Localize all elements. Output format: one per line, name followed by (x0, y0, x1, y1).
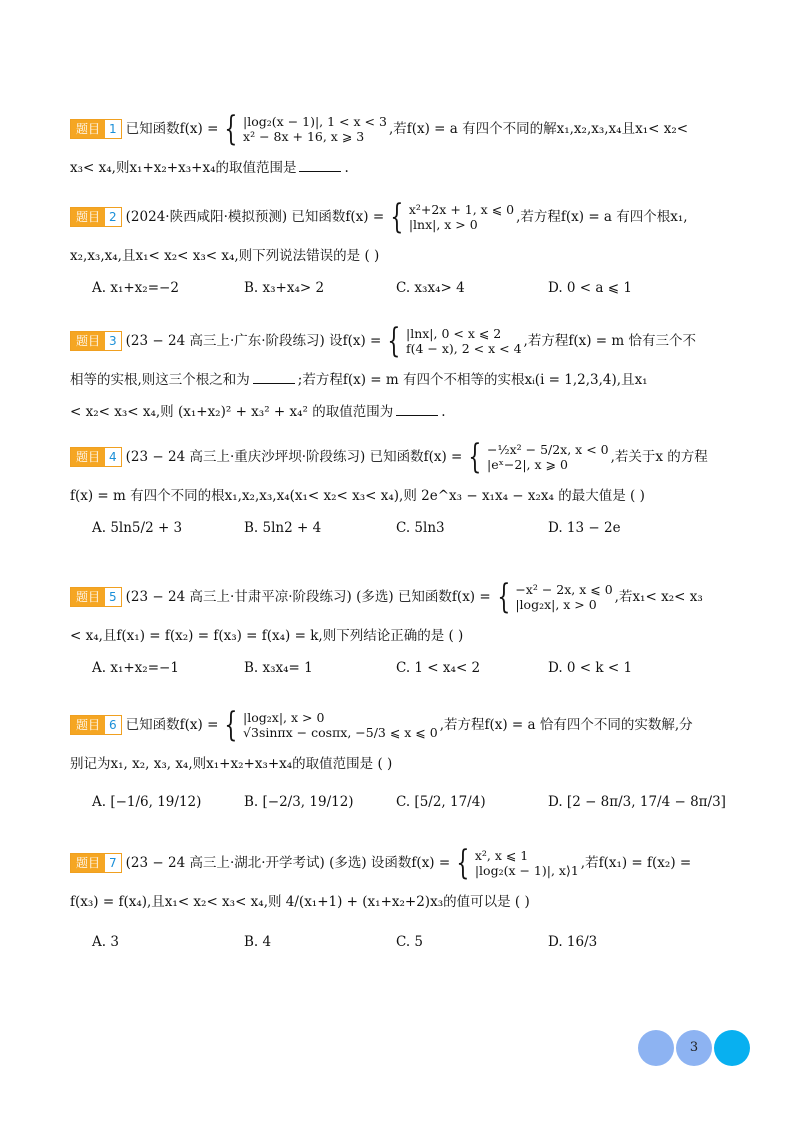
piecewise-function: { |lnx|, 0 < x ⩽ 2 f(4 − x), 2 < x < 4 (387, 321, 522, 361)
page-number-badge (638, 1030, 750, 1066)
option-d[interactable]: D. 0 < a ⩽ 1 (548, 280, 632, 296)
question-text: ,若x₁< x₂< x₃ (614, 589, 703, 605)
option-d[interactable]: D. 13 − 2e (548, 520, 621, 536)
question-text: f(x) = m 有四个不同的根x₁,x₂,x₃,x₄(x₁< x₂< x₃< x₄),则 2e^x₃ − x₁x₄ − x₂x₄ 的最大值是 ( ) (70, 488, 645, 504)
option-b[interactable]: B. 4 (244, 934, 272, 950)
piecewise-function: { −x² − 2x, x ⩽ 0 |log₂x|, x > 0 (497, 577, 613, 617)
option-c[interactable]: C. [5/2, 17/4) (396, 794, 486, 810)
question-6 (70, 705, 730, 814)
question-text: (23 − 24 高三上·甘肃平凉·阶段练习) (多选) 已知函数f(x) = (125, 589, 491, 605)
question-text: x₃< x₄,则x₁+x₂+x₃+x₄的取值范围是 (70, 160, 297, 176)
question-text: ,若方程f(x) = m 恰有三个不 (523, 333, 696, 349)
options-row (70, 660, 730, 680)
options-row (70, 934, 730, 954)
question-badge: 题目 5 (70, 587, 122, 607)
option-c[interactable]: C. 5 (396, 934, 424, 950)
option-a[interactable]: A. 3 (92, 934, 119, 950)
question-1: 题目 1 已知函数f(x) = { |log₂(x − 1)|, 1 < x < 3 x² − 8x + 16, x ⩾ 3 ,若f(x) = a 有四个不同的解x₁,x₂,x₃,x₄且x₁< x₂< x₃< x₄,则x₁+x₂+x₃+x₄的取值范围是 . (70, 109, 689, 176)
question-badge: 题目 4 (70, 447, 122, 467)
question-5 (70, 577, 730, 680)
answer-blank[interactable] (299, 159, 341, 172)
question-4 (70, 437, 730, 540)
decorative-circle (714, 1030, 750, 1066)
question-text: 相等的实根,则这三个根之和为 (70, 372, 250, 388)
option-b[interactable]: B. x₃x₄= 1 (244, 660, 313, 676)
question-3: 题目 3 (23 − 24 高三上·广东·阶段练习) 设f(x) = { |lnx|, 0 < x ⩽ 2 f(4 − x), 2 < x < 4 ,若方程f(x) = m 恰有三个不 相等的实根,则这三个根之和为 ;若方程f(x) = m 有四个不相等的实根xᵢ(i = 1,2,3,4),且x₁ < x₂< x₃< x₄,则 (x₁+x₂)² + x₃² + x₄² 的取值范围为 . (70, 321, 696, 420)
question-text: (2024·陕西咸阳·模拟预测) 已知函数f(x) = (125, 209, 385, 225)
question-7 (70, 843, 730, 954)
option-b[interactable]: B. x₃+x₄> 2 (244, 280, 325, 296)
question-text: f(x₃) = f(x₄),且x₁< x₂< x₃< x₄,则 4/(x₁+1) + (x₁+x₂+2)x₃的值可以是 ( ) (70, 894, 530, 910)
option-d[interactable]: D. 0 < k < 1 (548, 660, 633, 676)
piecewise-function: { x²+2x + 1, x ⩽ 0 |lnx|, x > 0 (390, 197, 515, 237)
option-d[interactable]: D. 16/3 (548, 934, 598, 950)
decorative-circle (638, 1030, 674, 1066)
option-a[interactable]: A. x₁+x₂=−2 (92, 280, 179, 296)
options-row (70, 280, 730, 300)
question-text: 已知函数f(x) = (125, 121, 219, 137)
answer-blank[interactable] (396, 403, 438, 416)
option-a[interactable]: A. 5ln5/2 + 3 (92, 520, 183, 536)
option-c[interactable]: C. 1 < x₄< 2 (396, 660, 481, 676)
options-row (70, 520, 730, 540)
question-text: < x₄,且f(x₁) = f(x₂) = f(x₃) = f(x₄) = k,则下列结论正确的是 ( ) (70, 628, 464, 644)
piecewise-function: { |log₂(x − 1)|, 1 < x < 3 x² − 8x + 16, x ⩾ 3 (224, 109, 387, 149)
option-c[interactable]: C. x₃x₄> 4 (396, 280, 465, 296)
question-text: 别记为x₁, x₂, x₃, x₄,则x₁+x₂+x₃+x₄的取值范围是 ( ) (70, 756, 393, 772)
question-badge: 题目 7 (70, 853, 122, 873)
option-d[interactable]: D. [2 − 8π/3, 17/4 − 8π/3] (548, 794, 726, 810)
answer-blank[interactable] (253, 371, 295, 384)
question-badge: 题目 1 (70, 119, 122, 139)
question-2 (70, 197, 730, 300)
question-text: 已知函数f(x) = (125, 717, 219, 733)
option-a[interactable]: A. [−1/6, 19/12) (92, 794, 202, 810)
question-text: ,若方程f(x) = a 有四个根x₁, (516, 209, 688, 225)
options-row (70, 794, 730, 814)
piecewise-function: { −½x² − 5/2x, x < 0 |eˣ−2|, x ⩾ 0 (468, 437, 609, 477)
question-text: x₂,x₃,x₄,且x₁< x₂< x₃< x₄,则下列说法错误的是 ( ) (70, 248, 380, 264)
option-b[interactable]: B. [−2/3, 19/12) (244, 794, 354, 810)
question-text: ,若f(x₁) = f(x₂) = (580, 855, 692, 871)
question-text: (23 − 24 高三上·湖北·开学考试) (多选) 设函数f(x) = (125, 855, 451, 871)
question-badge: 题目 3 (70, 331, 122, 351)
question-text: (23 − 24 高三上·重庆沙坪坝·阶段练习) 已知函数f(x) = (125, 449, 463, 465)
question-text: ,若f(x) = a 有四个不同的解x₁,x₂,x₃,x₄且x₁< x₂< (388, 121, 689, 137)
page-number: 3 (689, 1040, 699, 1055)
option-b[interactable]: B. 5ln2 + 4 (244, 520, 322, 536)
question-badge: 题目 6 (70, 715, 122, 735)
question-text: (23 − 24 高三上·广东·阶段练习) 设f(x) = (125, 333, 382, 349)
question-text: < x₂< x₃< x₄,则 (x₁+x₂)² + x₃² + x₄² 的取值范围为 (70, 404, 394, 420)
option-a[interactable]: A. x₁+x₂=−1 (92, 660, 179, 676)
piecewise-function: { x², x ⩽ 1 |log₂(x − 1)|, x⟩1 (456, 843, 579, 883)
piecewise-function: { |log₂x|, x > 0 √3sinπx − cosπx, −5/3 ⩽ x ⩽ 0 (224, 705, 438, 745)
question-text: ,若关于x 的方程 (610, 449, 708, 465)
option-c[interactable]: C. 5ln3 (396, 520, 445, 536)
question-badge: 题目 2 (70, 207, 122, 227)
question-text: ,若方程f(x) = a 恰有四个不同的实数解,分 (439, 717, 693, 733)
